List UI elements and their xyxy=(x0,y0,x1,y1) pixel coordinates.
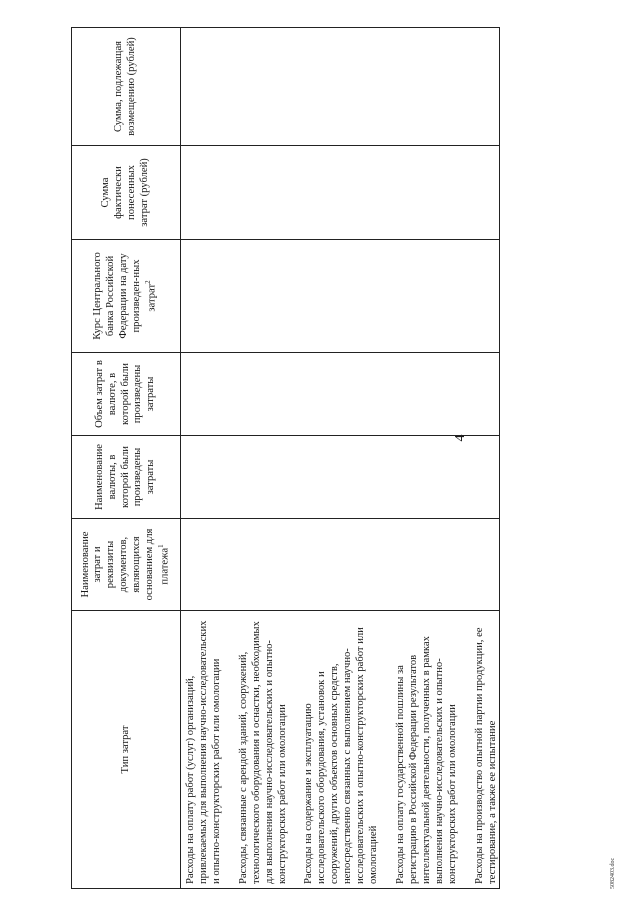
header-text: Тип затрат xyxy=(119,725,131,774)
header-text: Наименование валюты, в которой были произведены затраты xyxy=(93,444,157,510)
header-text: Курс Центрального банка Российской Федерации на дату произведен-ных затрат xyxy=(92,252,158,340)
header-currency-name xyxy=(72,436,181,519)
empty-cell xyxy=(181,240,500,353)
header-reimbursable-amount xyxy=(72,28,181,146)
page-number: 4 xyxy=(453,434,468,442)
header-text: Сумма, подлежащая возмещению (рублей) xyxy=(113,37,137,136)
header-cost-type xyxy=(72,611,181,889)
empty-cell xyxy=(181,519,500,611)
table-header-row xyxy=(72,28,181,889)
costs-table xyxy=(71,27,500,889)
list-item: Расходы на содержание и эксплуатацию исследовательского оборудования, установок и сооружений, других объектов основных средств, непосредственно связанных с выполнением научно-исследовательских и опытно-конструкторских работ или омологацией xyxy=(303,627,380,884)
footnote-marker: 2 xyxy=(144,280,153,284)
list-item: Расходы на оплату работ (услуг) организаций, привлекаемых для выполнения научно-исследовательских и опытно-конструкторских работ или омологации xyxy=(185,620,222,884)
list-item: Расходы, связанные с арендой зданий, сооружений, технологического оборудования и оснастки, необходимых для выполнения научно-исследовательских и опытно-конструкторских работ или омологации xyxy=(237,621,288,884)
header-text: Наименование затрат и реквизиты документов, являющихся основанием для платежа xyxy=(79,528,171,601)
header-amount-in-currency xyxy=(72,353,181,436)
footnote-marker: 1 xyxy=(157,544,166,548)
empty-cell xyxy=(181,28,500,146)
empty-cell xyxy=(181,146,500,240)
list-item: Расходы на оплату государственной пошлины за регистрацию в Российской Федерации результатов интеллектуальной деятельности, полученных в рамках выполнения научно-исследовательских и опытно-конструкторских работ или омологации xyxy=(394,636,458,884)
cost-types-cell xyxy=(181,611,500,889)
header-actual-costs xyxy=(72,146,181,240)
empty-cell xyxy=(181,353,500,436)
footer-doc-code: 5082403.doc xyxy=(610,857,616,889)
header-text: Объем затрат в валюте, в которой были произведены затраты xyxy=(93,360,157,428)
header-cbr-exchange-rate xyxy=(72,240,181,353)
empty-cell xyxy=(181,436,500,519)
header-cost-name-documents xyxy=(72,519,181,611)
table-row xyxy=(181,28,500,889)
header-text: Сумма фактически понесенных затрат (рублей) xyxy=(100,158,150,227)
list-item: Расходы на производство опытной партии продукции, ее тестирование, а также ее испытание xyxy=(473,627,498,884)
